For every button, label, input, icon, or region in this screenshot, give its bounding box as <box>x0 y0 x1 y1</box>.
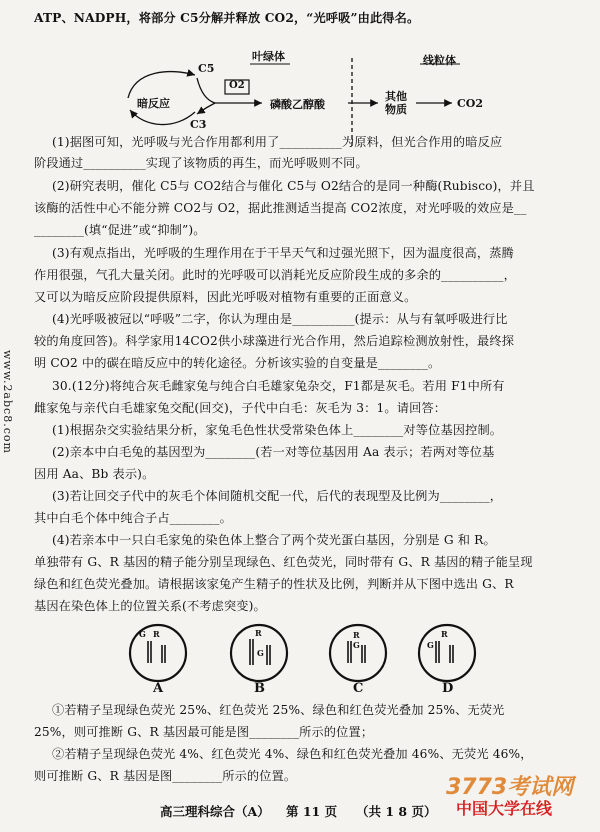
c3-label: C3 <box>190 118 207 131</box>
mitochondrion-label: 线粒体 <box>423 54 456 67</box>
watermark-site: 3773考试网 <box>446 775 574 800</box>
q30-line-7: 其中白毛个体中纯合子占________。 <box>34 511 232 525</box>
phosphoglycolate-label: 磷酸乙醇酸 <box>270 98 325 111</box>
dark-reaction-label: 暗反应 <box>137 97 170 110</box>
watermark-sub: 中国大学在线 <box>456 799 553 818</box>
cell-label-c: C <box>353 681 364 696</box>
q3-line-2: 作用很强，气孔大量关闭。此时的光呼吸可以消耗光反应阶段生成的多余的__________， <box>34 268 516 282</box>
q3-line-1: (3)有观点指出，光呼吸的生理作用在于干旱天气和过强光照下，因为温度很高，蒸腾 <box>52 246 514 260</box>
q4-line-2: 较的角度回答)。科学家用14CO2供小球藻进行光合作用，然后追踪检测放射性，最终探 <box>34 334 515 348</box>
footer-total: （共 1 8 页） <box>356 804 437 819</box>
q2-line-1: (2)研究表明，催化 C5与 CO2结合与催化 C5与 O2结合的是同一种酶(Rubisco)，并且 <box>52 179 535 193</box>
q2-line-2: 该酶的活性中心不能分辨 CO2与 O2，据此推测适当提高 CO2浓度，对光呼吸的效应是__ <box>34 201 527 215</box>
q3-line-3: 又可以为暗反应阶段提供原料，因此光呼吸对植物有重要的正面意义。 <box>34 290 417 304</box>
cycle-arc-bottom <box>130 110 195 125</box>
gene-a-1: G <box>139 629 146 639</box>
gene-c-2: G <box>353 640 360 650</box>
other-substance-label: 其他 <box>385 90 407 103</box>
q30-line-1: 30.(12分)将纯合灰毛雌家兔与纯合白毛雄家兔杂交，F1都是灰毛。若用 F1中所有 <box>52 379 505 393</box>
c5-label: C5 <box>198 62 215 75</box>
q1-line-1: (1)据图可知，光呼吸与光合作用都利用了__________为原料，但光合作用的暗反应 <box>52 135 503 149</box>
q30-end-line-2: 25%，则可推断 G、R 基因最可能是图________所示的位置； <box>34 725 374 739</box>
intro-line: ATP、NADPH，将部分 C5分解并释放 CO2，“光呼吸”由此得名。 <box>34 11 420 25</box>
cell-diagrams <box>0 615 600 695</box>
q30-line-6: (3)若让回交子代中的灰毛个体间随机交配一代，后代的表现型及比例为________， <box>52 489 503 503</box>
q30-end-line-4: 则可推断 G、R 基因是图________所示的位置。 <box>34 769 297 783</box>
cell-label-b: B <box>254 681 265 696</box>
q30-line-5: 因用 Aa、Bb 表示)。 <box>34 467 155 481</box>
q30-line-3: (1)根据杂交实验结果分析，家兔毛色性状受常染色体上________对等位基因控制。 <box>52 423 503 437</box>
q2-line-3: ________(填“促进”或“抑制”)。 <box>34 223 206 237</box>
footer-title: 高三理科综合（A） <box>160 804 270 819</box>
footer-page: 第 11 页 <box>286 804 338 819</box>
q30-line-2: 雌家兔与亲代白毛雄家兔交配(回交)，子代中白毛：灰毛为 3：1。请回答： <box>34 401 447 415</box>
q30-line-11: 基因在染色体上的位置关系(不考虑突变)。 <box>34 599 266 613</box>
q30-line-9: 单独带有 G、R 基因的精子能分别呈现绿色、红色荧光，同时带有 G、R 基因的精子能呈现 <box>34 555 533 569</box>
cell-label-d: D <box>442 681 454 696</box>
q30-end-line-1: ①若精子呈现绿色荧光 25%、红色荧光 25%、绿色和红色荧光叠加 25%、无荧光 <box>52 703 505 717</box>
cell-label-a: A <box>153 681 164 696</box>
side-url: www.2abc8.com <box>1 350 14 454</box>
co2-label: CO2 <box>457 97 483 110</box>
q30-line-4: (2)亲本中白毛兔的基因型为________(若一对等位基因用 Aa 表示；若两对等位基 <box>52 445 495 459</box>
gene-b-1: R <box>255 628 262 638</box>
gene-d-2: R <box>441 629 448 639</box>
other-substance-label-2: 物质 <box>385 103 407 116</box>
gene-a-2: R <box>153 629 160 639</box>
q30-line-10: 绿色和红色荧光叠加。请根据该家兔产生精子的性状及比例，判断并从下图中选出 G、R <box>34 577 514 591</box>
q4-line-1: (4)光呼吸被冠以“呼吸”二字，你认为理由是__________(提示：从与有氧呼吸进行比 <box>52 312 508 326</box>
chloroplast-label: 叶绿体 <box>252 50 285 63</box>
q1-line-2: 阶段通过__________实现了该物质的再生，而光呼吸则不同。 <box>34 156 368 170</box>
q30-end-line-3: ②若精子呈现绿色荧光 4%、红色荧光 4%、绿色和红色荧光叠加 46%、无荧光 46%， <box>52 747 533 761</box>
gene-c-1: R <box>353 630 360 640</box>
arrow-to-c3 <box>197 103 215 114</box>
q30-line-8: (4)若亲本中一只白毛家兔的染色体上整合了两个荧光蛋白基因，分别是 G 和 R。 <box>52 533 496 547</box>
o2-label: O2 <box>229 80 245 91</box>
gene-b-2: G <box>257 648 264 658</box>
gene-d-1: G <box>427 640 434 650</box>
q4-line-3: 明 CO2 中的碳在暗反应中的转化途径。分析该实验的自变量是________。 <box>34 356 441 370</box>
